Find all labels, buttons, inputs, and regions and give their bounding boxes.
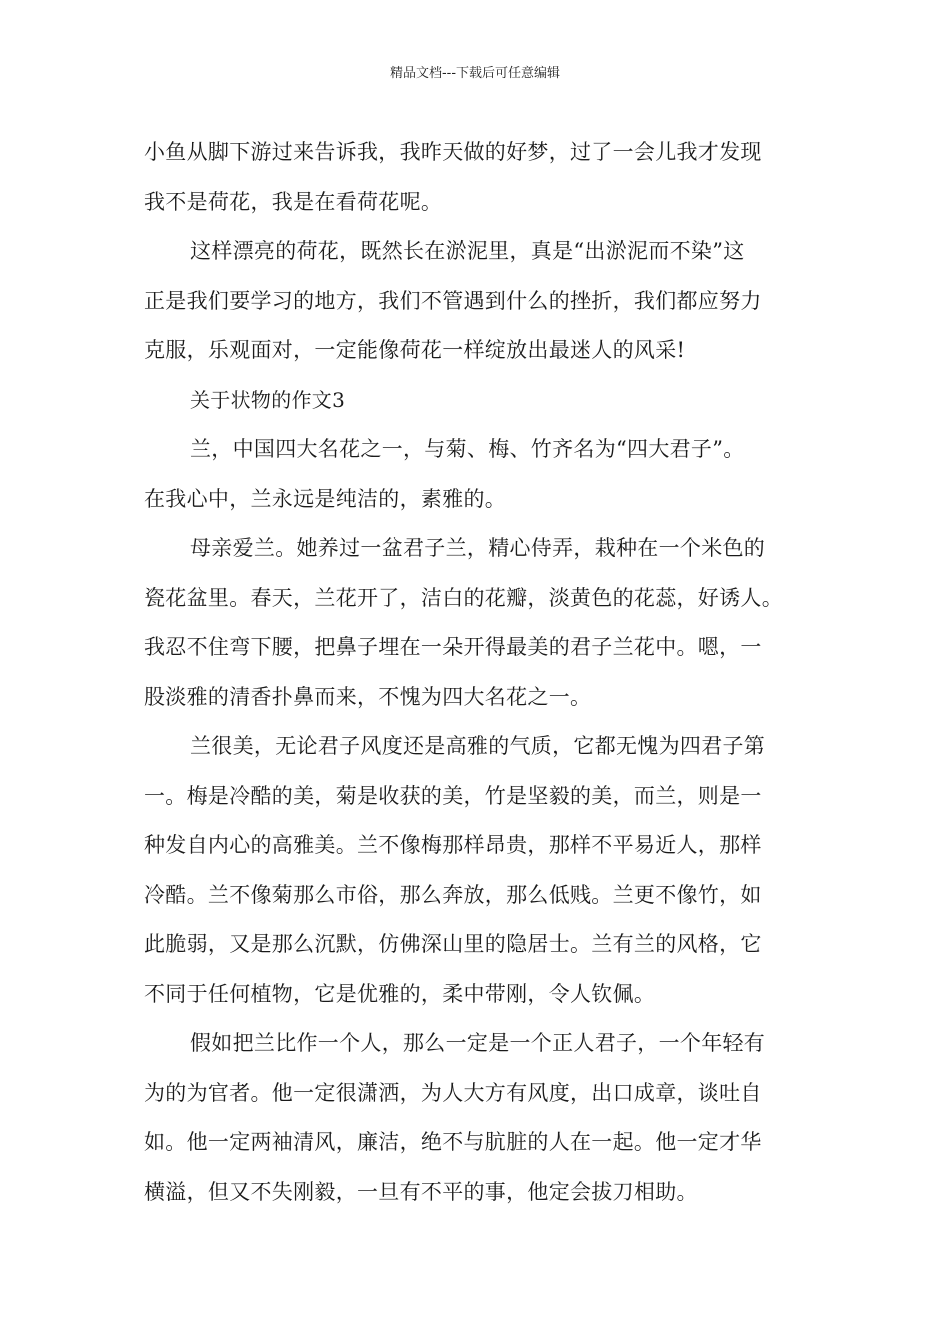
text-line: 如。他一定两袖清风，廉洁，绝不与肮脏的人在一起。他一定才华 bbox=[144, 1130, 762, 1154]
text-line: 我不是荷花，我是在看荷花呢。 bbox=[144, 189, 443, 214]
text-line: 正是我们要学习的地方，我们不管遇到什么的挫折，我们都应努力 bbox=[144, 288, 762, 313]
text-line: 这样漂亮的荷花，既然长在淤泥里，真是“出淤泥而不染”这 bbox=[190, 239, 745, 263]
text-line: 一。梅是冷酷的美，菊是收获的美，竹是坚毅的美，而兰，则是一 bbox=[144, 783, 762, 808]
text-line: 横溢，但又不失刚毅，一旦有不平的事，他定会拔刀相助。 bbox=[144, 1179, 698, 1204]
page-header: 精品文档---下载后可任意编辑 bbox=[389, 66, 561, 81]
text-line: 假如把兰比作一个人，那么一定是一个正人君子，一个年轻有 bbox=[190, 1031, 766, 1055]
text-line: 股淡雅的清香扑鼻而来，不愧为四大名花之一。 bbox=[144, 684, 592, 709]
section-heading: 关于状物的作文3 bbox=[190, 387, 346, 412]
text-line: 瓷花盆里。春天，兰花开了，洁白的花瓣，淡黄色的花蕊，好诱人。 bbox=[144, 585, 783, 610]
text-line: 冷酷。兰不像菊那么市俗，那么奔放，那么低贱。兰更不像竹，如 bbox=[144, 882, 762, 907]
text-line: 在我心中，兰永远是纯洁的，素雅的。 bbox=[144, 486, 507, 511]
text-line: 兰很美，无论君子风度还是高雅的气质，它都无愧为四君子第 bbox=[190, 734, 766, 758]
text-line: 兰，中国四大名花之一，与菊、梅、竹齐名为“四大君子”。 bbox=[190, 437, 745, 461]
text-line: 为的为官者。他一定很潇洒，为人大方有风度，出口成章，谈吐自 bbox=[144, 1080, 762, 1105]
text-line: 种发自内心的高雅美。兰不像梅那样昂贵，那样不平易近人，那样 bbox=[144, 833, 762, 857]
document-body bbox=[144, 128, 808, 1217]
text-line: 克服，乐观面对，一定能像荷花一样绽放出最迷人的风采! bbox=[144, 338, 686, 362]
text-line: 不同于任何植物，它是优雅的，柔中带刚，令人钦佩。 bbox=[144, 981, 656, 1006]
text-line: 我忍不住弯下腰，把鼻子埋在一朵开得最美的君子兰花中。嗯，一 bbox=[144, 635, 762, 659]
text-line: 此脆弱，又是那么沉默，仿佛深山里的隐居士。兰有兰的风格，它 bbox=[144, 932, 762, 956]
text-line: 小鱼从脚下游过来告诉我，我昨天做的好梦，过了一会儿我才发现 bbox=[144, 140, 762, 164]
text-line: 母亲爱兰。她养过一盆君子兰，精心侍弄，栽种在一个米色的 bbox=[190, 536, 766, 560]
